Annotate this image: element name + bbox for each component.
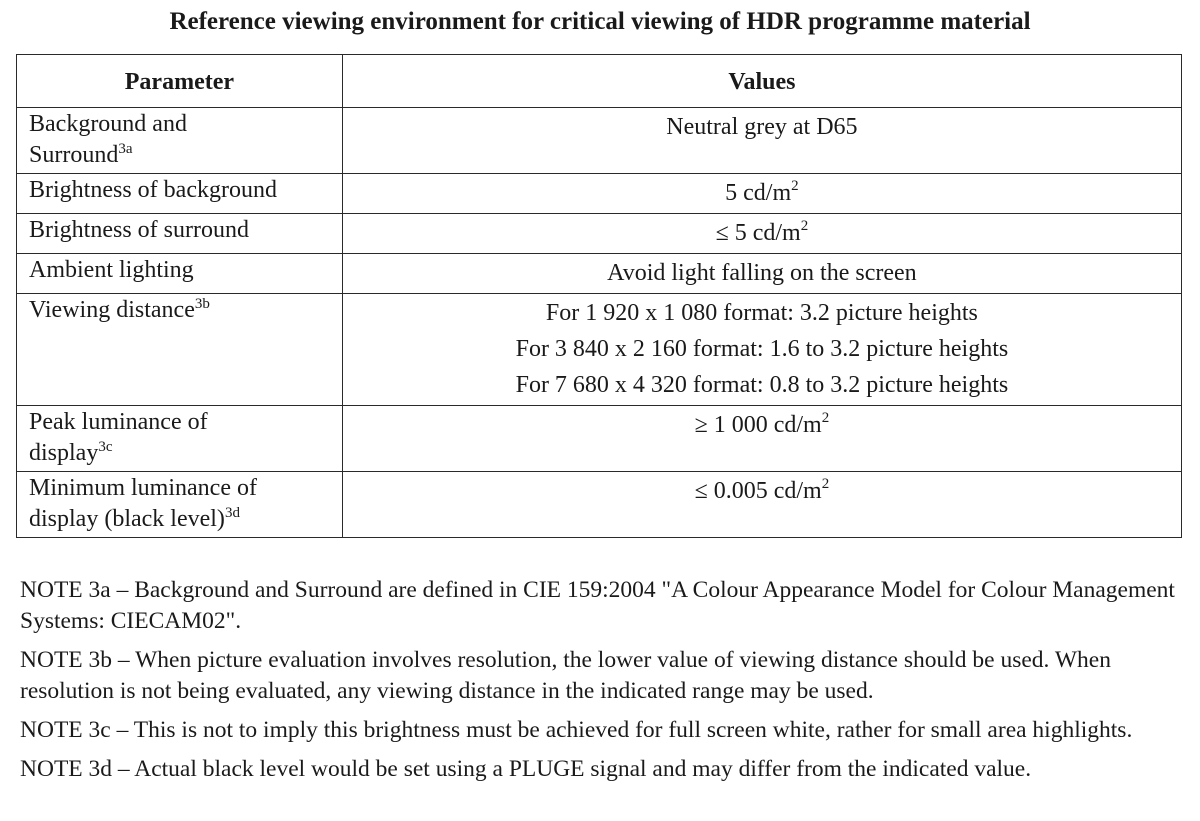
value-text [355,331,1169,367]
parameter-text [29,473,330,504]
parameter-line: display (black level) [29,506,225,532]
parameter-line: Brightness of surround [29,217,249,243]
parameter-text [29,255,330,286]
parameter-text [29,175,330,206]
table-row [17,108,1182,174]
value-cell [342,294,1181,406]
value-line: 5 cd/m [725,180,792,206]
note-paragraph: NOTE 3b – When picture evaluation involves resolution, the lower value of viewing distance should be used. When resolution is not being evaluated, any viewing distance in the indicated range may be used. [20,647,1111,704]
value-text [355,175,1169,211]
unit-exponent: 2 [800,218,809,234]
parameter-line: Viewing distance [29,297,195,323]
value-text [355,407,1169,443]
parameter-cell [17,294,343,406]
table-row [17,406,1182,472]
note-paragraph: NOTE 3a – Background and Surround are defined in CIE 159:2004 "A Colour Appearance Model for Colour Management Systems: CIECAM02". [20,577,1175,634]
header-parameter: Parameter [17,55,343,108]
parameter-cell [17,108,343,174]
parameter-text [29,109,330,140]
parameter-cell [17,406,343,472]
unit-exponent: 2 [821,410,830,426]
value-line: ≥ 1 000 cd/m [694,412,822,438]
table-header-row [17,55,1182,108]
parameter-cell [17,472,343,538]
value-cell [342,174,1181,214]
table-row [17,174,1182,214]
value-line: Neutral grey at D65 [666,114,858,140]
value-cell [342,254,1181,294]
value-line: Avoid light falling on the screen [607,260,917,286]
value-line: ≤ 5 cd/m [715,220,801,246]
value-line: For 7 680 x 4 320 format: 0.8 to 3.2 picture heights [515,372,1009,398]
viewing-environment-table [16,54,1182,538]
note-paragraph: NOTE 3c – This is not to imply this brightness must be achieved for full screen white, rather for small area highlights. [20,717,1133,743]
value-line: ≤ 0.005 cd/m [694,478,822,504]
parameter-line: display [29,440,99,466]
value-line: For 1 920 x 1 080 format: 3.2 picture heights [545,300,978,326]
parameter-line: Peak luminance of [29,409,208,435]
note-reference: 3c [98,439,113,455]
parameter-line: Background and [29,111,187,137]
parameter-cell [17,254,343,294]
table-row [17,294,1182,406]
value-text [355,295,1169,331]
parameter-cell [17,214,343,254]
parameter-line: Minimum luminance of [29,475,257,501]
table-body [17,108,1182,538]
parameter-line: Brightness of background [29,177,277,203]
notes-section [20,575,1190,793]
parameter-text [29,407,330,438]
value-text [355,473,1169,509]
note-reference: 3d [224,505,240,521]
table-row [17,214,1182,254]
page-title: Reference viewing environment for critical viewing of HDR programme material [169,8,1031,35]
value-line: For 3 840 x 2 160 format: 1.6 to 3.2 picture heights [515,336,1009,362]
table-row [17,254,1182,294]
header-values: Values [342,55,1181,108]
parameter-text [29,140,330,171]
value-cell [342,108,1181,174]
value-cell [342,406,1181,472]
value-text [355,215,1169,251]
value-text [355,367,1169,403]
parameter-line: Surround [29,142,119,168]
parameter-text [29,438,330,469]
parameter-text [29,295,330,326]
parameter-cell [17,174,343,214]
value-text [355,255,1169,291]
unit-exponent: 2 [791,178,799,194]
value-cell [342,472,1181,538]
note-reference: 3a [118,141,133,157]
note-reference: 3b [194,296,210,312]
value-cell [342,214,1181,254]
note-paragraph: NOTE 3d – Actual black level would be set using a PLUGE signal and may differ from the indicated value. [20,756,1032,782]
table-row [17,472,1182,538]
value-text [355,109,1169,145]
unit-exponent: 2 [821,476,830,492]
parameter-text [29,215,330,246]
parameter-line: Ambient lighting [29,257,194,283]
parameter-text [29,504,330,535]
